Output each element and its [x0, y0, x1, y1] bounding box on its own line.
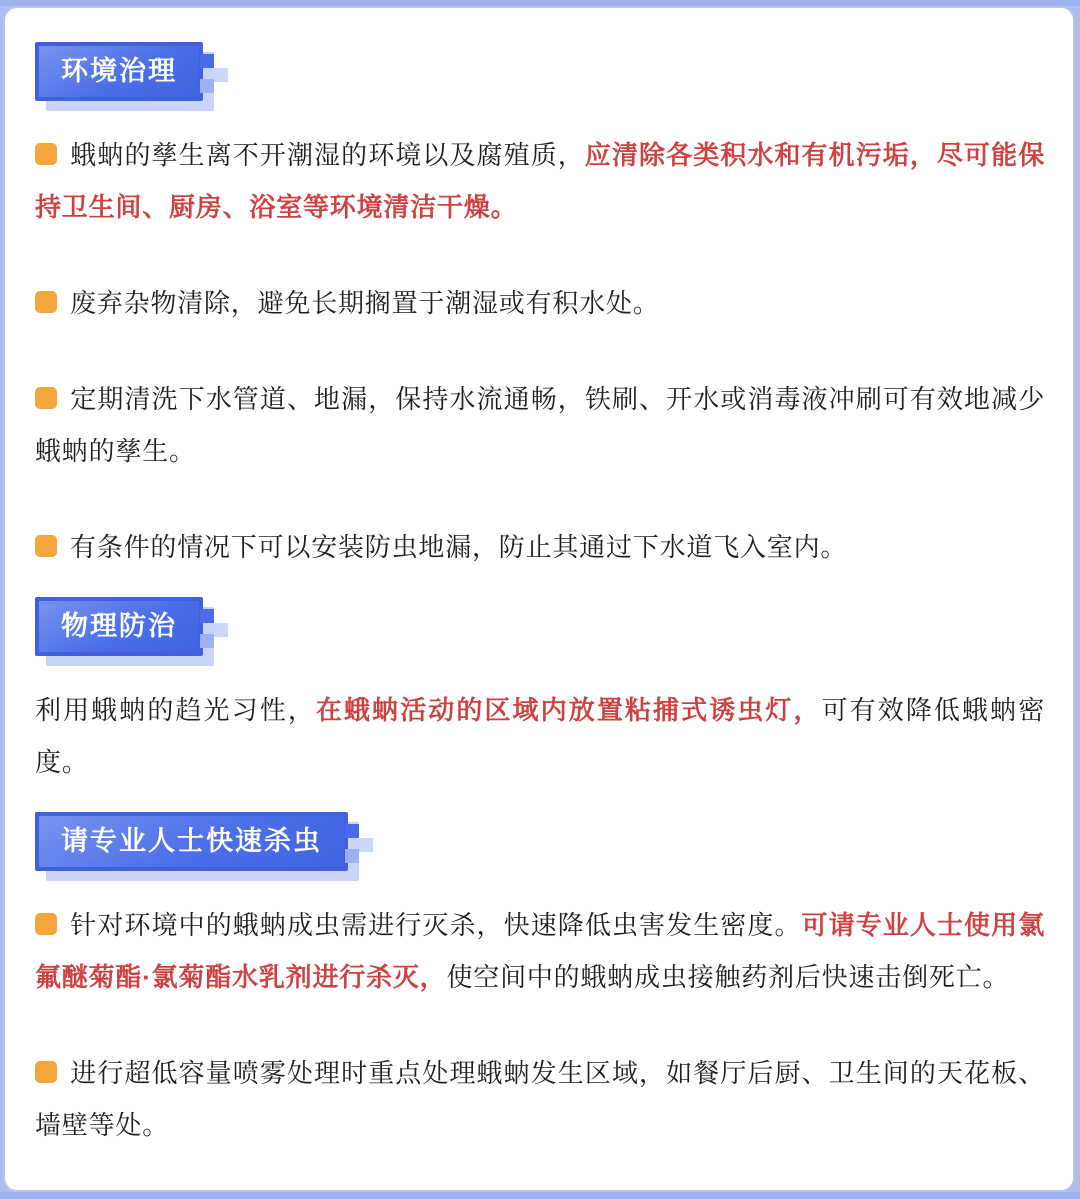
- section-badge: [35, 597, 203, 656]
- bullet-square-icon: [35, 913, 57, 935]
- article: [5, 8, 1073, 1151]
- body-text: 蛾蚋的孳生离不开潮湿的环境以及腐殖质，: [70, 140, 585, 170]
- body-text: 废弃杂物清除，避免长期搁置于潮湿或有积水处。: [70, 288, 660, 318]
- body-text: 可有效降低蛾蚋密度。: [35, 695, 1045, 777]
- body-text: 定期清洗下水管道、地漏，保持水流通畅，铁刷、开水或消毒液冲刷可有效地减少蛾蚋的孳生。: [35, 384, 1045, 466]
- body-text: 进行超低容量喷雾处理时重点处理蛾蚋发生区域，如餐厅后厨、卫生间的天花板、墙壁等处。: [35, 1058, 1045, 1140]
- bullet-square-icon: [35, 291, 57, 313]
- section-badge-label: 物理防治: [35, 597, 203, 656]
- paragraph: [35, 277, 1045, 329]
- paragraph: [35, 684, 1045, 788]
- pixel-square-icon: [345, 824, 359, 838]
- section-badge-label: 环境治理: [35, 42, 203, 101]
- paragraph: [35, 1047, 1045, 1151]
- pixel-square-icon: [345, 849, 359, 863]
- section-badge: [35, 812, 348, 871]
- section: [35, 42, 1045, 573]
- bottom-frame-strip: [0, 1192, 1080, 1199]
- pixel-square-icon: [359, 838, 373, 852]
- bullet-square-icon: [35, 143, 57, 165]
- top-frame-strip: [0, 0, 1080, 6]
- paragraph: [35, 899, 1045, 1003]
- pixel-square-icon: [200, 79, 214, 93]
- highlight-text: 应清除各类积水和有机污垢，尽可能保持卫生间、厨房、浴室等环境清洁干燥。: [35, 140, 1046, 222]
- section-badge: [35, 42, 203, 101]
- body-text: 利用蛾蚋的趋光习性，: [35, 695, 316, 725]
- bullet-square-icon: [35, 1061, 57, 1083]
- paragraph: [35, 129, 1045, 233]
- pixel-square-icon: [200, 634, 214, 648]
- pixel-square-icon: [200, 54, 214, 68]
- body-text: 使空间中的蛾蚋成虫接触药剂后快速击倒死亡。: [446, 962, 1010, 992]
- body-text: 有条件的情况下可以安装防虫地漏，防止其通过下水道飞入室内。: [70, 532, 848, 562]
- pixel-square-icon: [214, 623, 228, 637]
- bullet-square-icon: [35, 387, 57, 409]
- article-card: [3, 6, 1075, 1192]
- section: [35, 597, 1045, 788]
- bullet-square-icon: [35, 535, 57, 557]
- paragraph: [35, 521, 1045, 573]
- body-text: 针对环境中的蛾蚋成虫需进行灭杀，快速降低虫害发生密度。: [70, 910, 802, 940]
- paragraph: [35, 373, 1045, 477]
- section-badge-label: 请专业人士快速杀虫: [35, 812, 348, 871]
- section: [35, 812, 1045, 1151]
- pixel-square-icon: [214, 68, 228, 82]
- highlight-text: 可请专业人士使用氯氟醚菊酯·氯菊酯水乳剂进行杀灭，: [35, 910, 1045, 992]
- pixel-square-icon: [200, 609, 214, 623]
- highlight-text: 在蛾蚋活动的区域内放置粘捕式诱虫灯，: [315, 695, 822, 725]
